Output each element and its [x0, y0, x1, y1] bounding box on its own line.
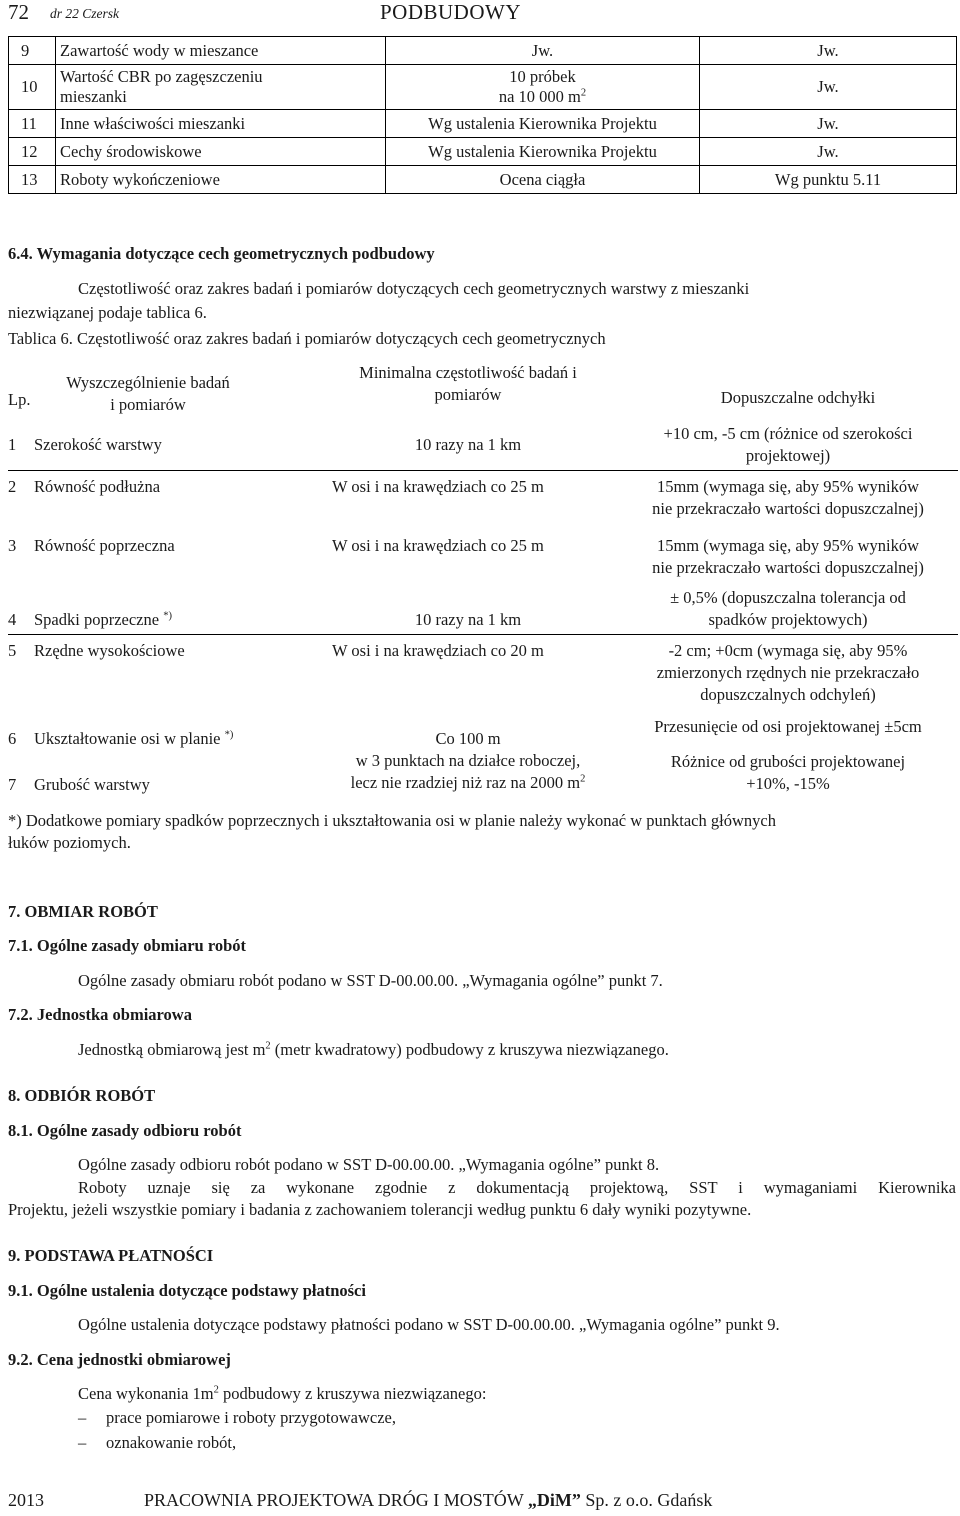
row-frequency-line: na 10 000 $m^2$ [498, 87, 587, 106]
superscript: 2 [580, 773, 586, 785]
header-frequency-line: pomiarów [434, 385, 502, 404]
paragraph-line: Roboty uznaje się za wykonane zgodnie z dokumentacją projektową, SST i wymaganiami Kierownika [78, 1178, 956, 1197]
section-heading-7-2: 7.2. Jednostka obmiarowa [8, 1005, 192, 1024]
row-reference: Jw. [700, 110, 957, 138]
row-number: 9 [9, 37, 56, 65]
row-name: Roboty wykończeniowe [56, 166, 386, 194]
footer-organization: PRACOWNIA PROJEKTOWA DRÓG I MOSTÓW „DiM” Sp. z o.o. Gdańsk [144, 1490, 713, 1510]
table-caption: Tablica 6. Częstotliwość oraz zakres badań i pomiarów dotyczących cech geometrycznych [8, 329, 606, 348]
header-lp: Lp. [8, 390, 31, 409]
row-tolerance: 15mm (wymaga się, aby 95% wyników nie przekraczało wartości dopuszczalnej) [652, 477, 924, 518]
row-frequency: Jw. [386, 37, 700, 65]
header-tolerance: Dopuszczalne odchyłki [720, 388, 876, 407]
footnote-marker: *) [224, 729, 234, 741]
table-row [9, 138, 957, 166]
row-frequency: W osi i na krawędziach co 20 m [332, 641, 544, 660]
geometry-table [8, 362, 958, 798]
row-tolerance: -2 cm; +0cm (wymaga się, aby 95% zmierzonych rzędnych nie przekraczało dopuszczalnych odchyleń) [656, 641, 920, 704]
table-row [9, 65, 957, 110]
section-heading-6-4: 6.4. Wymagania dotyczące cech geometrycznych podbudowy [8, 244, 435, 263]
paragraph-line: Jednostką obmiarową jest $m^2$ (metr kwadratowy) podbudowy z kruszywa niezwiązanego. [78, 1040, 669, 1059]
paragraph-line: Ogólne zasady obmiaru robót podano w SST D-00.00.00. „Wymagania ogólne” punkt 7. [78, 971, 663, 990]
row-name: Cechy środowiskowe [56, 138, 386, 166]
row-tolerance: +10 cm, -5 cm (różnice od szerokości projektowej) [663, 424, 913, 465]
header-frequency-line: Minimalna częstotliwość badań i [359, 363, 577, 382]
row-frequency: 10 razy na 1 km [414, 610, 522, 629]
list-item: – oznakowanie robót, [78, 1433, 237, 1452]
row-number: 11 [9, 110, 56, 138]
row-tolerance: Różnice od grubości projektowanej +10%, -15% [670, 752, 906, 793]
row-number: 12 [9, 138, 56, 166]
row-name: Grubość warstwy [34, 775, 150, 794]
row-reference: Jw. [700, 65, 957, 110]
section-heading-9: 9. PODSTAWA PŁATNOŚCI [8, 1246, 214, 1265]
row-divider [8, 634, 958, 635]
chapter-title: PODBUDOWY [380, 0, 521, 24]
paragraph-line: Ogólne zasady odbioru robót podano w SST D-00.00.00. „Wymagania ogólne” punkt 8. [78, 1155, 660, 1174]
page-number: 72 [8, 0, 29, 24]
road-name: dr 22 Czersk [50, 6, 120, 21]
row-reference: Jw. [700, 37, 957, 65]
row-frequency: W osi i na krawędziach co 25 m [332, 536, 544, 555]
header-name-line: i pomiarów [110, 395, 186, 414]
row-frequency [386, 65, 700, 110]
row-reference: Jw. [700, 138, 957, 166]
header-name [48, 372, 248, 416]
footnote-marker: *) [163, 610, 172, 622]
row-number: 13 [9, 166, 56, 194]
row-number: 10 [9, 65, 56, 110]
quality-control-table [8, 36, 957, 194]
row-name: Równość podłużna [34, 477, 161, 496]
footer-year: 2013 [8, 1490, 44, 1510]
superscript: 2 [580, 87, 587, 99]
row-divider [8, 470, 958, 471]
row-lp: 2 [8, 477, 17, 496]
row-name [56, 65, 386, 110]
row-frequency: 10 razy na 1 km [414, 435, 522, 454]
paragraph-line: Cena wykonania $1m^2$ podbudowy z kruszywa niezwiązanego: [78, 1384, 487, 1403]
row-frequency: Wg ustalenia Kierownika Projektu [386, 138, 700, 166]
paragraph-line: niezwiązanej podaje tablica 6. [8, 303, 207, 322]
row-tolerance: 15mm (wymaga się, aby 95% wyników nie przekraczało wartości dopuszczalnej) [652, 536, 924, 577]
dash-bullet: – [78, 1408, 87, 1427]
row-frequency: W osi i na krawędziach co 25 m [332, 477, 544, 496]
table-row [9, 37, 957, 65]
row-lp: 7 [8, 775, 17, 794]
row-name: Ukształtowanie osi w planie *) [34, 729, 234, 748]
row-tolerance: ± 0,5% (dopuszczalna tolerancja od spadków projektowych) [670, 588, 906, 629]
paragraph-line: Projektu, jeżeli wszystkie pomiary i badania z zachowaniem tolerancji według punktu 6 dały wyniki pozytywne. [8, 1200, 752, 1219]
header-name-line: Wyszczególnienie badań [66, 373, 230, 392]
paragraph-line: Częstotliwość oraz zakres badań i pomiarów dotyczących cech geometrycznych warstwy z mieszanki [78, 279, 750, 298]
superscript: 2 [265, 1040, 271, 1052]
row-name: Równość poprzeczna [34, 536, 175, 555]
row-reference: Wg punktu 5.11 [700, 166, 957, 194]
row-lp: 3 [8, 536, 17, 555]
row-frequency-line: 10 próbek [509, 67, 576, 86]
row-frequency: Ocena ciągła [386, 166, 700, 194]
row-name: Inne właściwości mieszanki [56, 110, 386, 138]
row-lp: 4 [8, 610, 17, 629]
footnote-line: *) Dodatkowe pomiary spadków poprzecznych i ukształtowania osi w planie należy wykonać w punktach głównych [8, 811, 776, 830]
list-item: – prace pomiarowe i roboty przygotowawcze, [78, 1408, 397, 1427]
row-name: Rzędne wysokościowe [34, 641, 185, 660]
row-frequency: Wg ustalenia Kierownika Projektu [386, 110, 700, 138]
dash-bullet: – [78, 1433, 87, 1452]
row-frequency: Co 100 m [435, 729, 501, 748]
row-name-line: mieszanki [60, 87, 127, 106]
row-lp: 1 [8, 435, 17, 454]
superscript: 2 [213, 1384, 219, 1396]
row-name: Spadki poprzeczne *) [34, 610, 172, 629]
table-row [9, 166, 957, 194]
table-row [9, 110, 957, 138]
paragraph-line: Ogólne ustalenia dotyczące podstawy płatności podano w SST D-00.00.00. „Wymagania ogólne” punkt 9. [78, 1315, 780, 1334]
section-heading-7-1: 7.1. Ogólne zasady obmiaru robót [8, 936, 247, 955]
row-tolerance: Przesunięcie od osi projektowanej ±5cm [654, 717, 922, 736]
row-lp: 6 [8, 729, 17, 748]
header-frequency [308, 362, 628, 406]
row-name-line: Wartość CBR po zagęszczeniu [60, 67, 263, 86]
section-heading-7: 7. OBMIAR ROBÓT [8, 902, 158, 921]
section-heading-8-1: 8.1. Ogólne zasady odbioru robót [8, 1121, 242, 1140]
section-heading-8: 8. ODBIÓR ROBÓT [8, 1086, 156, 1105]
row-name: Zawartość wody w mieszance [56, 37, 386, 65]
section-heading-9-1: 9.1. Ogólne ustalenia dotyczące podstawy płatności [8, 1281, 366, 1300]
row-name: Szerokość warstwy [34, 435, 162, 454]
footnote-line: łuków poziomych. [8, 833, 131, 852]
row-lp: 5 [8, 641, 17, 660]
row-frequency: w 3 punktach na działce roboczej, lecz nie rzadziej niż raz na 2000 $m^2$ [350, 751, 586, 792]
section-heading-9-2: 9.2. Cena jednostki obmiarowej [8, 1350, 231, 1369]
